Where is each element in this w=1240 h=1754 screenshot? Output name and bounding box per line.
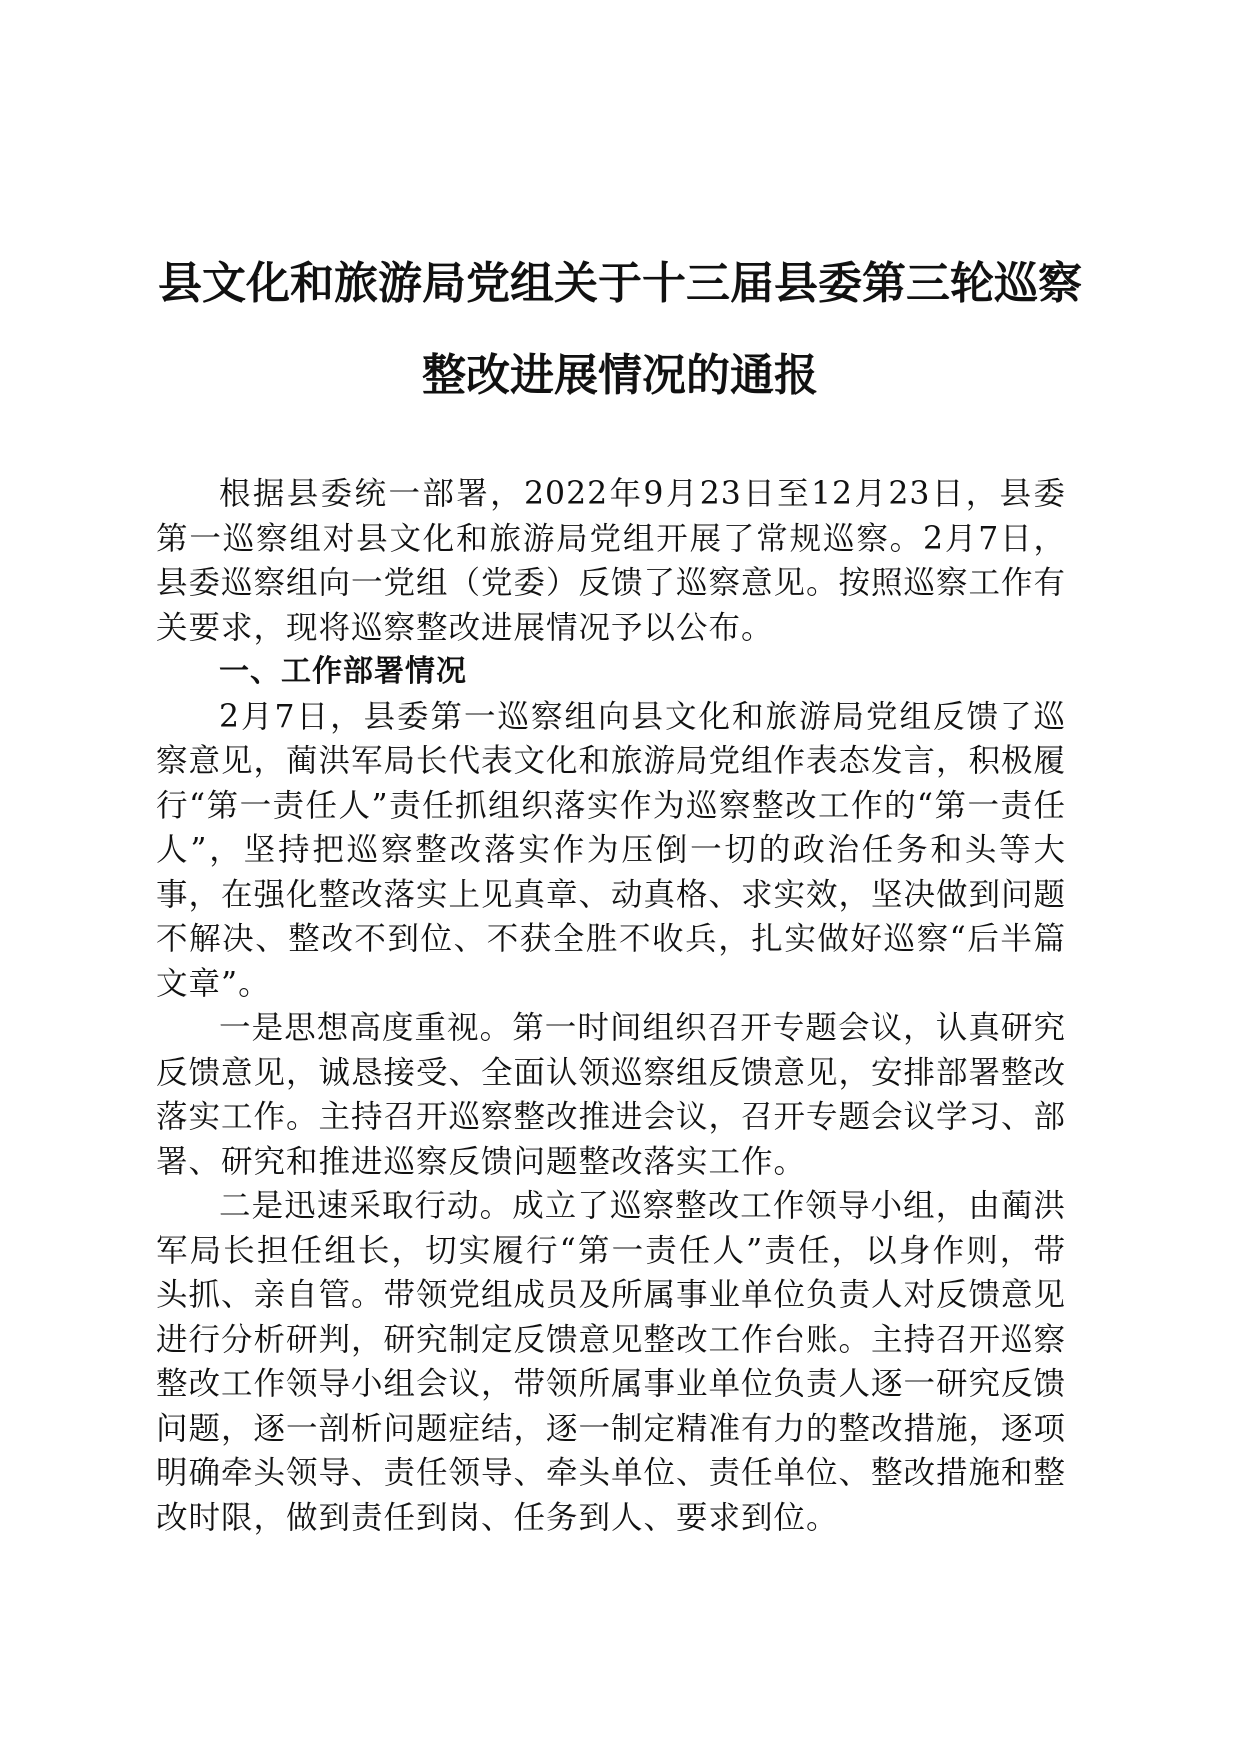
section-heading: 一、工作部署情况 (219, 654, 467, 689)
document-title: 县文化和旅游局党组关于十三届县委第三轮巡察整改进展情况的通报 (158, 258, 1082, 401)
paragraph-intro: 根据县委统一部署，2022年9月23日至12月23日，县委第一巡察组对县文化和旅游局党组开展了常规巡察。2月7日，县委巡察组向一党组（党委）反馈了巡察意见。按照巡察工作有关要求，现将巡察整改进展情况予以公布。 (156, 476, 1067, 646)
paragraph-deployment: 2月7日，县委第一巡察组向县文化和旅游局党组反馈了巡察意见，蔺洪军局长代表文化和旅游局党组作表态发言，积极履行“第一责任人”责任抓组织落实作为巡察整改工作的“第一责任人”，坚持把巡察整改落实作为压倒一切的政治任务和头等大事，在强化整改落实上见真章、动真格、求实效，坚决做到问题不解决、整改不到位、不获全胜不收兵，扎实做好巡察“后半篇文章”。 (156, 698, 1067, 1002)
document-body (156, 472, 1066, 1540)
paragraph-point-one: 一是思想高度重视。第一时间组织召开专题会议，认真研究反馈意见，诚恳接受、全面认领巡察组反馈意见，安排部署整改落实工作。主持召开巡察整改推进会议，召开专题会议学习、部署、研究和推进巡察反馈问题整改落实工作。 (156, 1010, 1067, 1180)
paragraph-point-two: 二是迅速采取行动。成立了巡察整改工作领导小组，由蔺洪军局长担任组长，切实履行“第一责任人”责任，以身作则，带头抓、亲自管。带领党组成员及所属事业单位负责人对反馈意见进行分析研判，研究制定反馈意见整改工作台账。主持召开巡察整改工作领导小组会议，带领所属事业单位负责人逐一研究反馈问题，逐一剖析问题症结，逐一制定精准有力的整改措施，逐项明确牵头领导、责任领导、牵头单位、责任单位、整改措施和整改时限，做到责任到岗、任务到人、要求到位。 (156, 1188, 1067, 1536)
